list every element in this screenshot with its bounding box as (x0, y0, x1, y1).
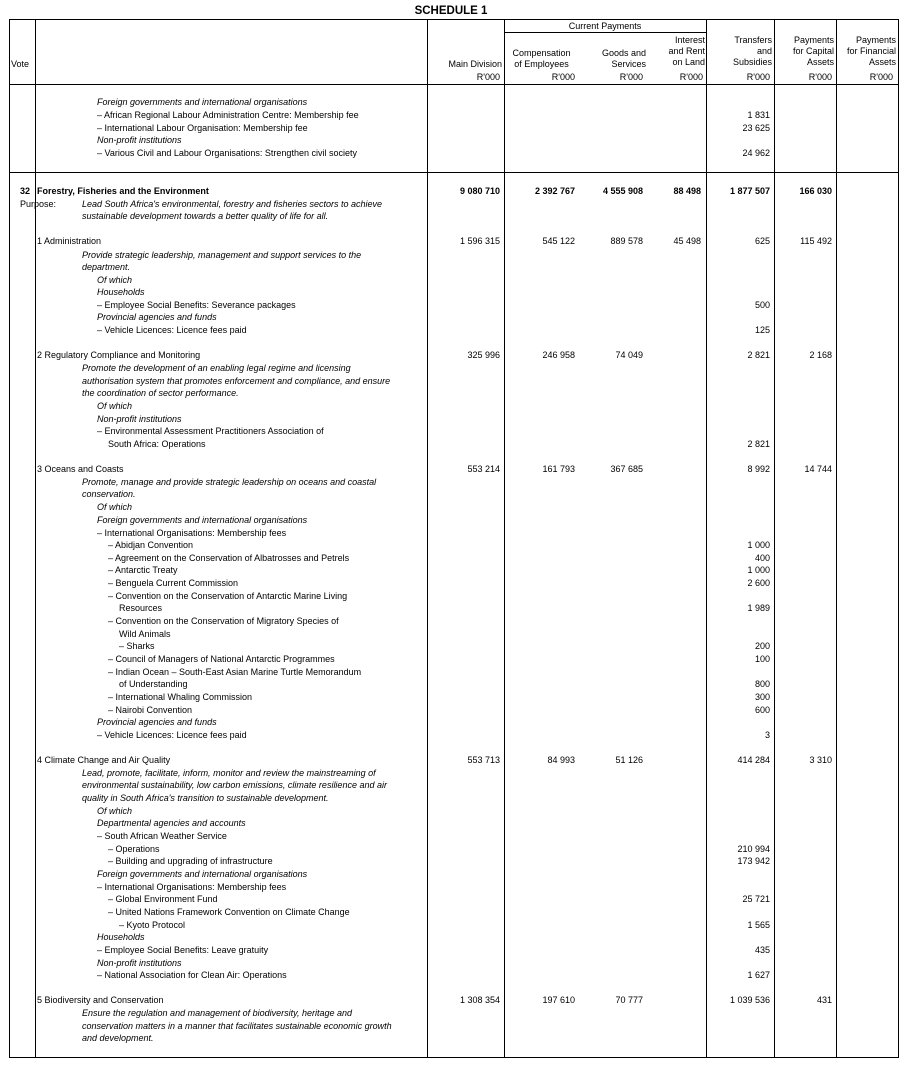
purpose-text: sustainable development towards a better quality of life for all. (82, 211, 329, 221)
vote-compensation: 2 392 767 (534, 186, 575, 196)
prog-desc: and development. (82, 1033, 154, 1043)
prog-line: – Employee Social Benefits: Severance packages (97, 300, 296, 310)
carry-value: 1 831 (747, 110, 770, 120)
sub-value: 3 (764, 730, 770, 740)
prog-line: Households (97, 287, 145, 297)
prog-line: – International Organisations: Membership fees (97, 528, 287, 538)
prog-name: 5 Biodiversity and Conservation (37, 995, 164, 1005)
prog-line: Of which (97, 401, 133, 411)
sub-value: 2 600 (747, 578, 770, 588)
section-rule (9, 172, 899, 173)
carry-line: – Various Civil and Labour Organisations: Strengthen civil society (97, 148, 357, 158)
current-payments-rule (504, 32, 706, 33)
prog-desc: conservation. (82, 489, 136, 499)
prog-capital: 2 168 (809, 350, 832, 360)
unit-transfers: R'000 (746, 72, 770, 82)
carry-value: 23 625 (742, 123, 770, 133)
prog-desc: conservation matters in a manner that facilitates sustainable economic growth (82, 1021, 392, 1031)
prog-desc: the coordination of sector performance. (82, 388, 239, 398)
prog-desc: Promote the development of an enabling legal regime and licensing (82, 363, 351, 373)
header-capital: Payments for Capital Assets (792, 35, 834, 67)
prog-line: Of which (97, 806, 133, 816)
prog-line: Foreign governments and international organisations (97, 515, 308, 525)
sub-value: 1 000 (747, 565, 770, 575)
col-rule (427, 19, 428, 1058)
sub-value: 300 (754, 692, 770, 702)
unit-comp: R'000 (551, 72, 575, 82)
sub-value: 500 (754, 300, 770, 310)
prog-line: – Operations (108, 844, 160, 854)
unit-capital: R'000 (808, 72, 832, 82)
prog-goods: 367 685 (610, 464, 643, 474)
prog-goods: 74 049 (615, 350, 643, 360)
prog-goods: 51 126 (615, 755, 643, 765)
sub-value: 173 942 (737, 856, 770, 866)
prog-line: – Agreement on the Conservation of Albatrosses and Petrels (108, 553, 350, 563)
prog-goods: 889 578 (610, 236, 643, 246)
header-vote: Vote (11, 59, 30, 69)
prog-line: Of which (97, 275, 133, 285)
sub-value: 1 000 (747, 540, 770, 550)
vote-name: Forestry, Fisheries and the Environment (37, 186, 209, 196)
vote-main-division: 9 080 710 (459, 186, 500, 196)
prog-compensation: 197 610 (542, 995, 575, 1005)
header-financial: Payments for Financial Assets (846, 35, 896, 67)
col-rule (836, 19, 837, 1058)
prog-name: 1 Administration (37, 236, 102, 246)
prog-desc: environmental sustainability, low carbon emissions, climate resilience and air (82, 780, 387, 790)
prog-line: – Sharks (119, 641, 155, 651)
unit-interest: R'000 (679, 72, 703, 82)
prog-line: – Convention on the Conservation of Migratory Species of (108, 616, 339, 626)
prog-line: Provincial agencies and funds (97, 717, 217, 727)
sub-value: 800 (754, 679, 770, 689)
unit-goods: R'000 (619, 72, 643, 82)
prog-line: – International Whaling Commission (108, 692, 253, 702)
prog-line: – Kyoto Protocol (119, 920, 186, 930)
vote-number: 32 (20, 186, 31, 196)
carry-line: – International Labour Organisation: Membership fee (97, 123, 308, 133)
prog-line: South Africa: Operations (108, 439, 206, 449)
prog-line: – Vehicle Licences: Licence fees paid (97, 730, 247, 740)
header-transfers: Transfers and Subsidies (732, 35, 772, 67)
prog-desc: department. (82, 262, 131, 272)
prog-line: – Benguela Current Commission (108, 578, 239, 588)
prog-line: – Indian Ocean – South-East Asian Marine Turtle Memorandum (108, 667, 362, 677)
purpose-label: Purpose: (20, 199, 57, 209)
sub-value: 600 (754, 705, 770, 715)
prog-main-division: 1 596 315 (459, 236, 500, 246)
col-rule (774, 19, 775, 1058)
prog-line: – South African Weather Service (97, 831, 227, 841)
prog-line: Non-profit institutions (97, 958, 182, 968)
prog-main-division: 553 214 (467, 464, 500, 474)
prog-main-division: 1 308 354 (459, 995, 500, 1005)
carry-line: Foreign governments and international organisations (97, 97, 308, 107)
sub-value: 2 821 (747, 439, 770, 449)
prog-line: – Abidjan Convention (108, 540, 194, 550)
carry-line: – African Regional Labour Administration Centre: Membership fee (97, 110, 359, 120)
header-goods: Goods and Services (601, 48, 646, 69)
prog-interest: 45 498 (673, 236, 701, 246)
purpose-text: Lead South Africa's environmental, forestry and fisheries sectors to achieve (82, 199, 383, 209)
prog-transfers: 414 284 (737, 755, 770, 765)
prog-line: Resources (119, 603, 163, 613)
prog-line: of Understanding (119, 679, 188, 689)
sub-value: 210 994 (737, 844, 770, 854)
col-rule (504, 19, 505, 1058)
vote-transfers: 1 877 507 (729, 186, 770, 196)
page-title: SCHEDULE 1 (414, 5, 488, 17)
prog-line: Wild Animals (119, 629, 171, 639)
prog-capital: 115 492 (800, 236, 832, 246)
prog-main-division: 325 996 (467, 350, 500, 360)
prog-desc: Promote, manage and provide strategic leadership on oceans and coastal (82, 477, 377, 487)
prog-main-division: 553 713 (467, 755, 500, 765)
prog-transfers: 8 992 (747, 464, 770, 474)
col-rule (35, 19, 36, 1058)
unit-financial: R'000 (869, 72, 893, 82)
prog-line: – Building and upgrading of infrastructure (108, 856, 273, 866)
vote-goods: 4 555 908 (602, 186, 643, 196)
sub-value: 200 (754, 641, 770, 651)
sub-value: 435 (754, 945, 770, 955)
prog-desc: quality in South Africa's transition to sustainable development. (82, 793, 329, 803)
prog-line: – International Organisations: Membership fees (97, 882, 287, 892)
prog-name: 4 Climate Change and Air Quality (37, 755, 171, 765)
prog-compensation: 545 122 (542, 236, 575, 246)
prog-transfers: 2 821 (747, 350, 770, 360)
header-rule (9, 84, 899, 85)
prog-line: – Global Environment Fund (108, 894, 218, 904)
header-compensation: Compensation of Employees (512, 48, 571, 69)
prog-line: Households (97, 932, 145, 942)
prog-transfers: 625 (754, 236, 770, 246)
sub-value: 25 721 (742, 894, 770, 904)
prog-line: Foreign governments and international organisations (97, 869, 308, 879)
prog-line: – Environmental Assessment Practitioners Association of (97, 426, 324, 436)
prog-desc: Provide strategic leadership, management and support services to the (82, 250, 362, 260)
prog-line: – Convention on the Conservation of Antarctic Marine Living (108, 591, 348, 601)
prog-line: – Employee Social Benefits: Leave gratuity (97, 945, 269, 955)
carry-value: 24 962 (742, 148, 770, 158)
prog-goods: 70 777 (615, 995, 643, 1005)
prog-desc: Ensure the regulation and management of biodiversity, heritage and (82, 1008, 353, 1018)
sub-value: 400 (754, 553, 770, 563)
prog-line: – Council of Managers of National Antarctic Programmes (108, 654, 335, 664)
prog-capital: 431 (816, 995, 832, 1005)
prog-line: – United Nations Framework Convention on Climate Change (108, 907, 350, 917)
prog-line: – Nairobi Convention (108, 705, 193, 715)
header-interest: Interest and Rent on Land (668, 35, 705, 67)
prog-line: Of which (97, 502, 133, 512)
header-main-division: Main Division (448, 59, 502, 69)
sub-value: 100 (754, 654, 770, 664)
prog-line: Provincial agencies and funds (97, 312, 217, 322)
prog-name: 2 Regulatory Compliance and Monitoring (37, 350, 201, 360)
carry-line: Non-profit institutions (97, 135, 182, 145)
prog-compensation: 84 993 (547, 755, 575, 765)
sub-value: 1 565 (747, 920, 770, 930)
vote-interest: 88 498 (673, 186, 701, 196)
sub-value: 1 627 (747, 970, 770, 980)
prog-compensation: 161 793 (542, 464, 575, 474)
sub-value: 125 (754, 325, 770, 335)
vote-capital: 166 030 (799, 186, 832, 196)
prog-desc: Lead, promote, facilitate, inform, monitor and review the mainstreaming of (82, 768, 376, 778)
prog-line: – Antarctic Treaty (108, 565, 178, 575)
prog-line: Non-profit institutions (97, 414, 182, 424)
prog-line: – National Association for Clean Air: Operations (97, 970, 287, 980)
prog-name: 3 Oceans and Coasts (37, 464, 124, 474)
unit-main: R'000 (476, 72, 500, 82)
header-current-payments: Current Payments (568, 21, 642, 31)
prog-transfers: 1 039 536 (729, 995, 770, 1005)
prog-line: – Vehicle Licences: Licence fees paid (97, 325, 247, 335)
prog-compensation: 246 958 (542, 350, 575, 360)
prog-capital: 3 310 (809, 755, 832, 765)
sub-value: 1 989 (747, 603, 770, 613)
prog-capital: 14 744 (804, 464, 832, 474)
prog-line: Departmental agencies and accounts (97, 818, 246, 828)
prog-desc: authorisation system that promotes enforcement and compliance, and ensure (82, 376, 391, 386)
